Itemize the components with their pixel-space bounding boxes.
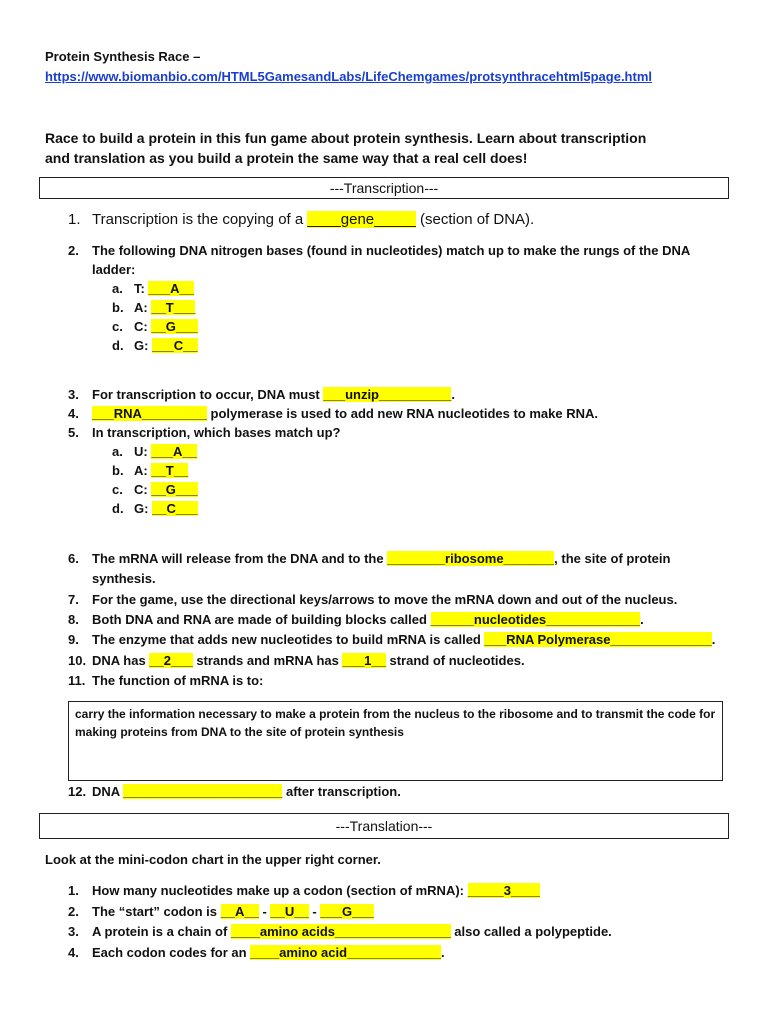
q-text: (section of DNA). xyxy=(415,211,535,228)
answer-field[interactable]: ___A__ xyxy=(151,444,197,459)
intro-line-2: and translation as you build a protein the same way that a real cell does! xyxy=(45,150,528,166)
game-link[interactable]: https://www.biomanbio.com/HTML5GamesandLabs/LifeChemgames/protsynthracehtml5page.html xyxy=(45,69,653,84)
q-text: Transcription is the copying of a xyxy=(92,211,308,228)
transcription-heading-box xyxy=(39,177,729,199)
answer-codon-size[interactable]: _____3____ xyxy=(467,883,540,898)
transcription-q1 xyxy=(68,212,534,228)
translation-q2: 2. The “start” codon is __A__ - __U__ - ___G___ xyxy=(68,904,374,919)
answer-field[interactable]: ___A__ xyxy=(148,281,195,296)
answer-mrna-strands[interactable]: ___1__ xyxy=(342,653,386,668)
answer-nucleotides[interactable]: ______nucleotides_____________ xyxy=(430,612,641,627)
q2-line2: ladder: xyxy=(92,262,136,277)
answer-blank[interactable]: ______________________ xyxy=(123,784,283,799)
answer-rna[interactable]: ___RNA_________ xyxy=(92,406,207,421)
q-number: 1. xyxy=(68,211,81,228)
answer-amino-acids[interactable]: ____amino acids________________ xyxy=(230,924,451,939)
q6-line2: synthesis. xyxy=(92,571,156,586)
translation-q3: 3. A protein is a chain of ____amino acids________________ also called a polypeptide. xyxy=(68,924,612,939)
transcription-q11: 11. The function of mRNA is to: xyxy=(68,673,264,688)
translation-heading: ---Translation--- xyxy=(335,818,433,834)
transcription-q3: 3. For transcription to occur, DNA must ___unzip__________. xyxy=(68,387,455,402)
translation-heading-box xyxy=(39,813,729,839)
transcription-q4: 4. ___RNA_________ polymerase is used to add new RNA nucleotides to make RNA. xyxy=(68,406,598,421)
transcription-q2 xyxy=(68,243,690,259)
transcription-q8: 8. Both DNA and RNA are made of building blocks called ______nucleotides_____________. xyxy=(68,612,644,627)
q5-item-c: c. C: __G___ xyxy=(112,482,198,497)
transcription-q6: 6. The mRNA will release from the DNA and to the ________ribosome_______, the site of protein xyxy=(68,551,671,566)
answer-start-codon-3[interactable]: ___G___ xyxy=(320,904,374,919)
transcription-heading: ---Transcription--- xyxy=(329,180,439,196)
q2-item-a: a. T: ___A__ xyxy=(112,281,195,296)
answer-gene[interactable]: ____gene_____ xyxy=(307,211,416,228)
transcription-q12: 12. DNA ______________________ after transcription. xyxy=(68,784,401,799)
transcription-q7: 7. For the game, use the directional keys/arrows to move the mRNA down and out of the nucleus. xyxy=(68,592,678,607)
answer-field[interactable]: ___C__ xyxy=(152,338,198,353)
translation-intro: Look at the mini-codon chart in the upper right corner. xyxy=(45,852,381,867)
answer-start-codon-1[interactable]: __A__ xyxy=(220,904,259,919)
answer-field[interactable]: __G___ xyxy=(151,482,198,497)
answer-dna-strands[interactable]: __2___ xyxy=(149,653,193,668)
answer-field[interactable]: __G___ xyxy=(151,319,198,334)
q5-item-a: a. U: ___A__ xyxy=(112,444,197,459)
q-text: The following DNA nitrogen bases (found in nucleotides) match up to make the rungs of the DNA xyxy=(92,243,691,258)
q2-item-d: d. G: ___C__ xyxy=(112,338,198,353)
worksheet-title: Protein Synthesis Race – xyxy=(45,49,201,64)
translation-q4: 4. Each codon codes for an ____amino acid_____________. xyxy=(68,945,445,960)
transcription-q10: 10. DNA has __2___ strands and mRNA has ___1__ strand of nucleotides. xyxy=(68,653,525,668)
answer-rna-polymerase[interactable]: ___RNA Polymerase______________ xyxy=(484,632,712,647)
transcription-q9: 9. The enzyme that adds new nucleotides to build mRNA is called ___RNA Polymerase______________. xyxy=(68,632,716,647)
intro-line-1: Race to build a protein in this fun game about protein synthesis. Learn about transcription xyxy=(45,130,647,146)
answer-amino-acid[interactable]: ____amino acid_____________ xyxy=(250,945,442,960)
answer-field[interactable]: __T___ xyxy=(151,300,196,315)
answer-unzip[interactable]: ___unzip__________ xyxy=(323,387,452,402)
answer-start-codon-2[interactable]: __U__ xyxy=(270,904,309,919)
answer-field[interactable]: __C___ xyxy=(152,501,198,516)
q2-item-b: b. A: __T___ xyxy=(112,300,196,315)
q-number: 2. xyxy=(68,243,79,258)
answer-field[interactable]: __T__ xyxy=(151,463,189,478)
q5-item-d: d. G: __C___ xyxy=(112,501,198,516)
q2-item-c: c. C: __G___ xyxy=(112,319,198,334)
translation-q1: 1. How many nucleotides make up a codon (section of mRNA): _____3____ xyxy=(68,883,540,898)
q5-item-b: b. A: __T__ xyxy=(112,463,189,478)
mrna-function-answer-box[interactable]: carry the information necessary to make a protein from the nucleus to the ribosome and to transmit the code for making proteins from DNA to the site of protein synthesis xyxy=(68,701,723,781)
transcription-q5: 5. In transcription, which bases match up? xyxy=(68,425,341,440)
answer-ribosome[interactable]: ________ribosome_______ xyxy=(387,551,555,566)
